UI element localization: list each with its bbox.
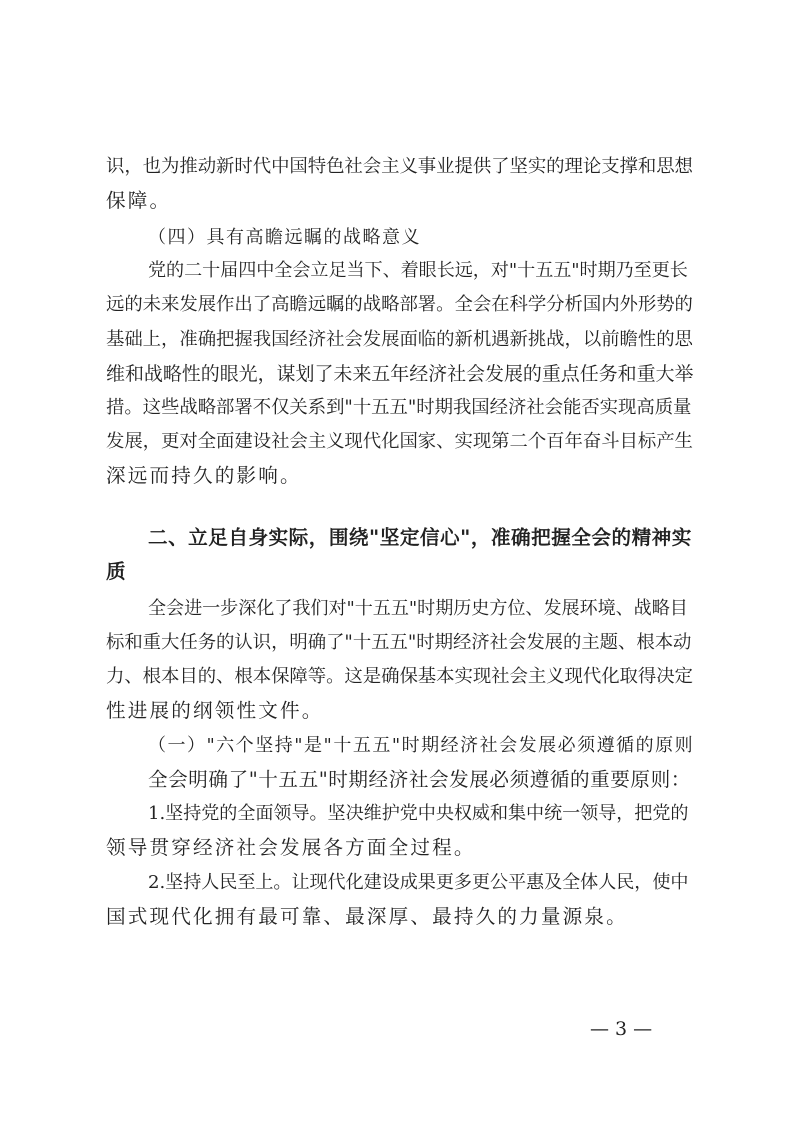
paragraph-line: 力、根本目的、根本保障等。这是确保基本实现社会主义现代化取得决定 [106, 666, 693, 687]
section-heading-two: 二、立足自身实际，围绕"坚定信心"，准确把握全会的精神实 [148, 526, 692, 549]
subheading-four: （四）具有高瞻远瞩的战略意义 [148, 227, 421, 248]
page-number: — 3 — [590, 1018, 653, 1040]
paragraph-line: 深远而持久的影响。 [106, 464, 302, 487]
paragraph-line: 远的未来发展作出了高瞻远瞩的战略部署。全会在科学分析国内外形势的 [106, 294, 693, 315]
paragraph-line: 标和重大任务的认识，明确了"十五五"时期经济社会发展的主题、根本动 [106, 632, 692, 653]
paragraph-line: 发展，更对全面建设社会主义现代化国家、实现第二个百年奋斗目标产生 [106, 431, 693, 452]
paragraph-line: 识，也为推动新时代中国特色社会主义事业提供了坚实的理论支撑和思想 [106, 156, 693, 177]
paragraph-line: 性进展的纲领性文件。 [106, 699, 324, 722]
list-item-1-cont: 领导贯穿经济社会发展各方面全过程。 [106, 836, 476, 859]
paragraph-line: 保障。 [106, 189, 172, 212]
paragraph-line: 措。这些战略部署不仅关系到"十五五"时期我国经济社会能否实现高质量 [106, 397, 692, 418]
paragraph-line: 全会进一步深化了我们对"十五五"时期历史方位、发展环境、战略目 [148, 598, 688, 619]
paragraph-line: 全会明确了"十五五"时期经济社会发展必须遵循的重要原则： [148, 768, 691, 791]
paragraph-line: 维和战略性的眼光，谋划了未来五年经济社会发展的重点任务和重大举 [106, 363, 694, 385]
paragraph-line: 基础上，准确把握我国经济社会发展面临的新机遇新挑战，以前瞻性的思 [106, 329, 693, 350]
section-heading-two-cont: 质 [106, 560, 127, 583]
list-item-2: 2.坚持人民至上。让现代化建设成果更多更公平惠及全体人民，使中 [148, 872, 689, 893]
subheading-one: （一）"六个坚持"是"十五五"时期经济社会发展必须遵循的原则 [148, 735, 695, 756]
paragraph-line: 党的二十届四中全会立足当下、着眼长远，对"十五五"时期乃至更长 [148, 260, 688, 281]
list-item-1: 1.坚持党的全面领导。坚决维护党中央权威和集中统一领导，把党的 [148, 803, 689, 824]
list-item-2-cont: 国式现代化拥有最可靠、最深厚、最持久的力量源泉。 [106, 905, 628, 928]
